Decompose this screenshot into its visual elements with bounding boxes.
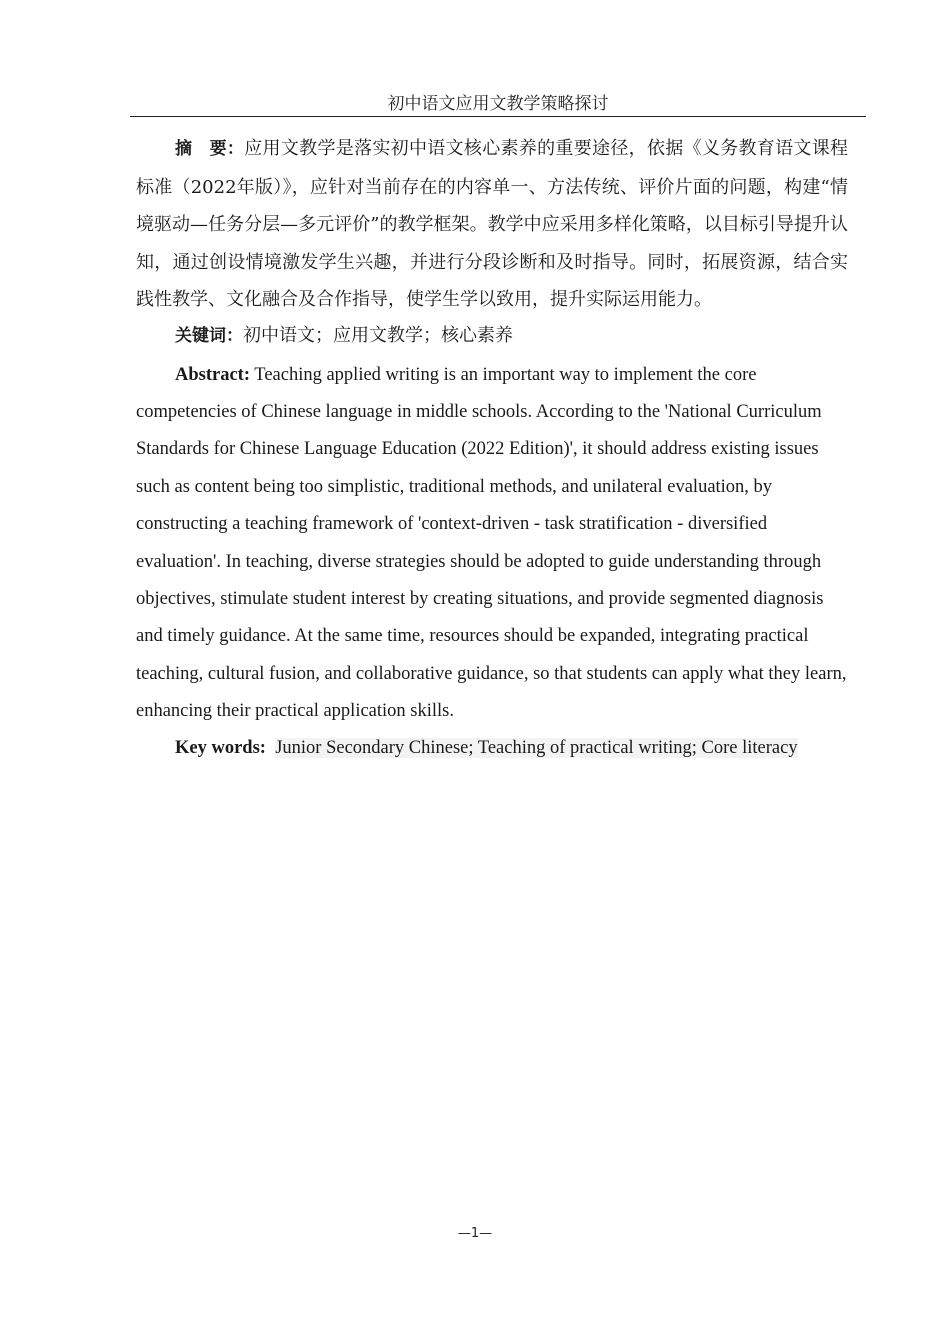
english-abstract-label: Abstract: <box>175 364 251 385</box>
page-number: —1— <box>457 1226 493 1241</box>
chinese-keywords-text: 初中语文；应用文教学；核心素养 <box>243 324 513 346</box>
english-keywords-label: Key words: <box>175 737 266 758</box>
page-header-title: 初中语文应用文教学策略探讨 <box>130 92 866 117</box>
chinese-abstract <box>136 130 848 319</box>
document-body <box>136 130 848 765</box>
chinese-keywords-label: 关键词： <box>175 325 243 346</box>
chinese-abstract-label: 摘 要： <box>175 139 245 159</box>
english-abstract-text: Teaching applied writing is an important way to implement the core competencies of Chinese language in middle schools. According to the 'National Curriculum Standards for Chinese Language Education (2022 Edition)', it should address existing issues such as content being too simplistic, traditional methods, and unilateral evaluation, by constructing a teaching framework of 'context-driven - task stratification - diversified evaluation'. In teaching, diverse strategies should be adopted to guide understanding through objectives, stimulate student interest by creating situations, and provide segmented diagnosis and timely guidance. At the same time, resources should be expanded, integrating practical teaching, cultural fusion, and collaborative guidance, so that students can apply what they learn, enhancing their practical application skills. <box>136 364 847 722</box>
english-keywords-text: Junior Secondary Chinese; Teaching of practical writing; Core literacy <box>275 737 798 758</box>
english-abstract <box>136 357 848 731</box>
chinese-abstract-text: 应用文教学是落实初中语文核心素养的重要途径，依据《义务教育语文课程标准（2022年版）》，应针对当前存在的内容单一、方法传统、评价片面的问题，构建“情境驱动—任务分层—多元评价”的教学框架。教学中应采用多样化策略，以目标引导提升认知，通过创设情境激发学生兴趣，并进行分段诊断和及时指导。同时，拓展资源，结合实践性教学、文化融合及合作指导，使学生学以致用，提升实际运用能力。 <box>136 138 849 310</box>
chinese-keywords <box>136 319 848 353</box>
english-keywords <box>136 731 848 765</box>
